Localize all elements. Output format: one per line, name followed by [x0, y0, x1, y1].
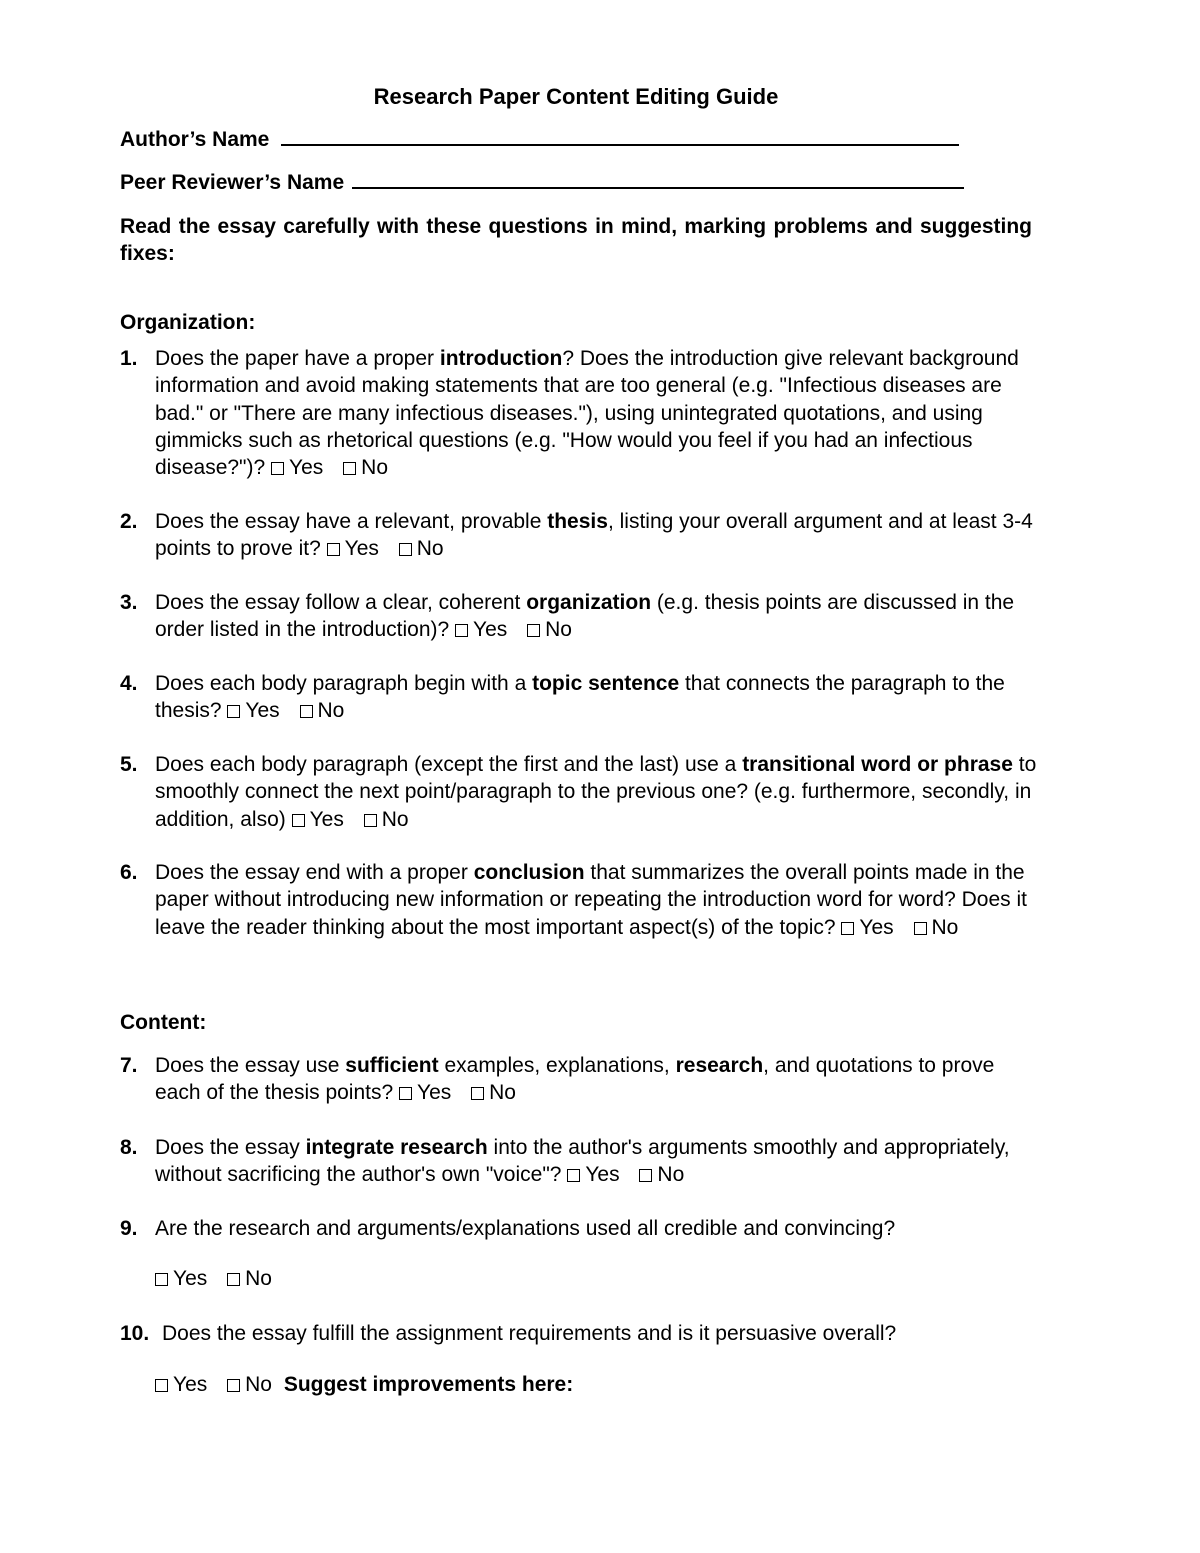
question-text: Does the essay follow a clear, coherent organization (e.g. thesis points are discussed in the order listed in the introduction)? Yes No: [155, 591, 1015, 642]
no-checkbox[interactable]: [227, 1273, 240, 1286]
yes-no-choice: Yes No: [271, 456, 388, 479]
question-4: [120, 670, 1040, 725]
question-text: Are the research and arguments/explanations used all credible and convincing?: [155, 1217, 896, 1240]
question-1: [120, 345, 1040, 481]
peer-reviewer-name-label: Peer Reviewer’s Name: [120, 171, 345, 194]
author-name-blank[interactable]: [281, 140, 959, 146]
question-text: Does the essay end with a proper conclusion that summarizes the overall points made in the paper without introducing new information or repeating the introduction word for word? Does it leave the reader thinking about the most important aspect(s) of the topic? Yes No: [155, 861, 1027, 939]
content-heading: Content:: [120, 1011, 207, 1034]
no-checkbox[interactable]: [471, 1087, 484, 1100]
yes-checkbox[interactable]: [455, 624, 468, 637]
no-checkbox[interactable]: [300, 705, 313, 718]
question-number: 10.: [120, 1322, 150, 1345]
peer-reviewer-name-blank[interactable]: [352, 183, 964, 189]
question-9-choice: Yes No: [155, 1267, 272, 1291]
yes-no-choice: Yes No: [567, 1163, 684, 1186]
no-checkbox[interactable]: [399, 543, 412, 556]
no-checkbox[interactable]: [914, 922, 927, 935]
suggest-improvements-label: Suggest improvements here:: [283, 1373, 574, 1396]
author-name-field: [120, 128, 959, 152]
no-checkbox[interactable]: [527, 624, 540, 637]
no-checkbox[interactable]: [227, 1379, 240, 1392]
yes-checkbox[interactable]: [271, 462, 284, 475]
question-9: [120, 1215, 1040, 1242]
yes-checkbox[interactable]: [567, 1169, 580, 1182]
yes-no-choice: Yes No: [227, 699, 344, 722]
yes-no-choice: Yes No: [399, 1081, 516, 1104]
no-checkbox[interactable]: [364, 814, 377, 827]
question-number: 2.: [120, 510, 138, 533]
question-10-choice: Yes No Suggest improvements here:: [155, 1373, 573, 1397]
question-10: [120, 1320, 1040, 1347]
organization-heading: Organization:: [120, 311, 256, 334]
yes-checkbox[interactable]: [292, 814, 305, 827]
author-name-label: Author’s Name: [120, 128, 270, 151]
instructions: Read the essay carefully with these questions in mind, marking problems and suggesting fixes:: [120, 215, 1032, 265]
question-text: Does the essay fulfill the assignment requirements and is it persuasive overall?: [162, 1322, 897, 1345]
question-number: 7.: [120, 1054, 138, 1077]
question-number: 6.: [120, 861, 138, 884]
yes-no-choice: Yes No: [292, 808, 409, 831]
question-text: Does each body paragraph begin with a topic sentence that connects the paragraph to the thesis? Yes No: [155, 672, 1005, 723]
question-7: [120, 1052, 1040, 1107]
yes-checkbox[interactable]: [841, 922, 854, 935]
question-2: [120, 508, 1040, 563]
question-6: [120, 859, 1040, 941]
yes-no-choice: Yes No: [455, 618, 572, 641]
yes-no-choice: Yes No: [327, 537, 444, 560]
question-text: Does the essay integrate research into the author's arguments smoothly and appropriately, without sacrificing the author's own "voice"? Yes No: [155, 1136, 1010, 1187]
yes-checkbox[interactable]: [155, 1273, 168, 1286]
question-3: [120, 589, 1040, 644]
question-5: [120, 751, 1040, 833]
page-title: Research Paper Content Editing Guide: [373, 84, 779, 109]
question-text: Does the essay use sufficient examples, explanations, research, and quotations to prove each of the thesis points? Yes No: [155, 1054, 995, 1105]
question-number: 4.: [120, 672, 138, 695]
no-checkbox[interactable]: [639, 1169, 652, 1182]
question-text: Does the essay have a relevant, provable thesis, listing your overall argument and at least 3-4 points to prove it? Yes No: [155, 510, 1033, 561]
yes-no-choice: Yes No: [841, 916, 958, 939]
yes-checkbox[interactable]: [227, 705, 240, 718]
question-8: [120, 1134, 1040, 1189]
question-text: Does each body paragraph (except the first and the last) use a transitional word or phrase to smoothly connect the next point/paragraph to the previous one? (e.g. furthermore, secondly, in addition, also) Yes No: [155, 753, 1037, 831]
yes-checkbox[interactable]: [399, 1087, 412, 1100]
question-number: 9.: [120, 1217, 138, 1240]
question-number: 8.: [120, 1136, 138, 1159]
no-checkbox[interactable]: [343, 462, 356, 475]
peer-reviewer-name-field: [120, 171, 964, 195]
yes-checkbox[interactable]: [155, 1379, 168, 1392]
yes-checkbox[interactable]: [327, 543, 340, 556]
question-number: 5.: [120, 753, 138, 776]
question-text: Does the paper have a proper introduction? Does the introduction give relevant background information and avoid making statements that are too general (e.g. "Infectious diseases are bad." or "There are many infectious diseases."), using unintegrated quotations, and using gimmicks such as rhetorical questions (e.g. "How would you feel if you had an infectious disease?")? Yes No: [155, 347, 1019, 480]
question-number: 3.: [120, 591, 138, 614]
question-number: 1.: [120, 347, 138, 370]
